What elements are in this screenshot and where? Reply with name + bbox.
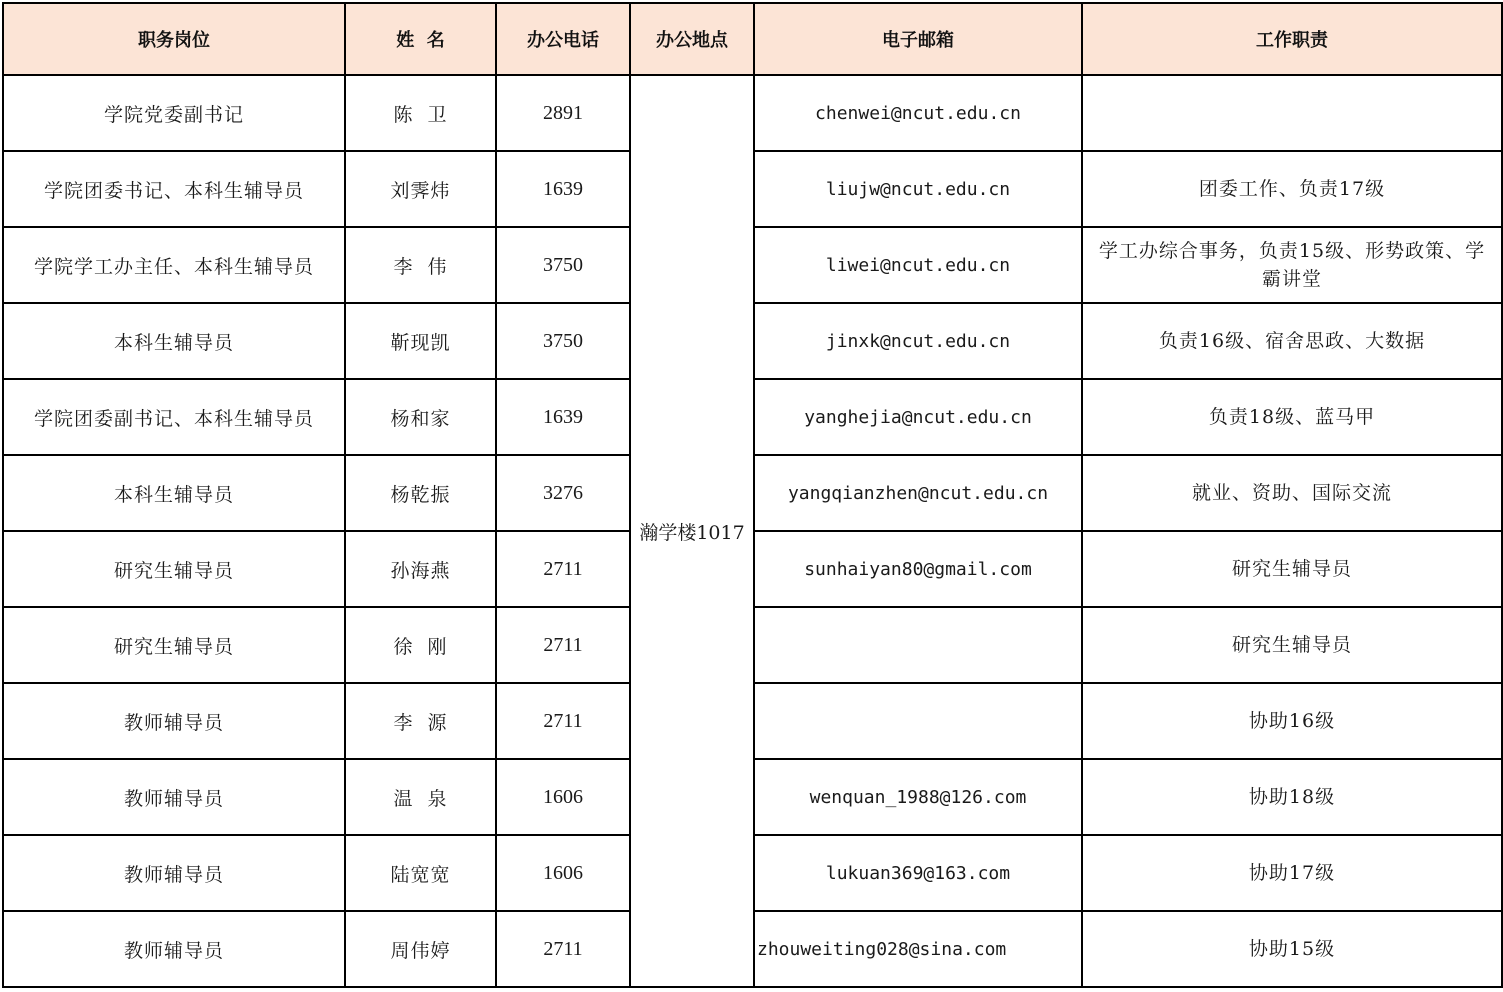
- cell-duty: 协助18级: [1082, 759, 1502, 835]
- cell-location: 瀚学楼1017: [630, 75, 754, 987]
- cell-phone: 2891: [496, 75, 630, 151]
- cell-phone: 2711: [496, 607, 630, 683]
- cell-name: 杨和家: [345, 379, 496, 455]
- cell-duty: 协助17级: [1082, 835, 1502, 911]
- table-header: [3, 3, 1502, 75]
- cell-email: chenwei@ncut.edu.cn: [754, 75, 1082, 151]
- cell-duty: 研究生辅导员: [1082, 531, 1502, 607]
- cell-duty: 研究生辅导员: [1082, 607, 1502, 683]
- cell-email: zhouweiting028@sina.com: [754, 911, 1082, 987]
- cell-duty: 团委工作、负责17级: [1082, 151, 1502, 227]
- header-duty: 工作职责: [1082, 3, 1502, 75]
- cell-name: 孙海燕: [345, 531, 496, 607]
- cell-name: 靳现凯: [345, 303, 496, 379]
- header-position: 职务岗位: [3, 3, 345, 75]
- cell-position: 教师辅导员: [3, 911, 345, 987]
- cell-duty: 协助16级: [1082, 683, 1502, 759]
- cell-name: 温 泉: [345, 759, 496, 835]
- cell-position: 学院党委副书记: [3, 75, 345, 151]
- cell-phone: 1639: [496, 379, 630, 455]
- table-row: [3, 75, 1502, 151]
- cell-phone: 2711: [496, 683, 630, 759]
- table-body: [3, 75, 1502, 987]
- cell-duty: 协助15级: [1082, 911, 1502, 987]
- cell-name: 李 伟: [345, 227, 496, 303]
- cell-email: liwei@ncut.edu.cn: [754, 227, 1082, 303]
- cell-phone: 3750: [496, 227, 630, 303]
- cell-position: 教师辅导员: [3, 759, 345, 835]
- cell-position: 学院团委副书记、本科生辅导员: [3, 379, 345, 455]
- cell-phone: 1639: [496, 151, 630, 227]
- cell-duty: 负责18级、蓝马甲: [1082, 379, 1502, 455]
- header-row: [3, 3, 1502, 75]
- cell-name: 杨乾振: [345, 455, 496, 531]
- cell-email: [754, 683, 1082, 759]
- cell-name: 陆宽宽: [345, 835, 496, 911]
- header-name: 姓 名: [345, 3, 496, 75]
- cell-phone: 1606: [496, 759, 630, 835]
- cell-position: 学院学工办主任、本科生辅导员: [3, 227, 345, 303]
- cell-position: 教师辅导员: [3, 683, 345, 759]
- header-phone: 办公电话: [496, 3, 630, 75]
- cell-phone: 2711: [496, 911, 630, 987]
- cell-position: 学院团委书记、本科生辅导员: [3, 151, 345, 227]
- cell-email: yanghejia@ncut.edu.cn: [754, 379, 1082, 455]
- cell-position: 研究生辅导员: [3, 607, 345, 683]
- cell-name: 徐 刚: [345, 607, 496, 683]
- cell-email: liujw@ncut.edu.cn: [754, 151, 1082, 227]
- cell-position: 本科生辅导员: [3, 455, 345, 531]
- cell-position: 研究生辅导员: [3, 531, 345, 607]
- cell-duty: 就业、资助、国际交流: [1082, 455, 1502, 531]
- cell-email: lukuan369@163.com: [754, 835, 1082, 911]
- cell-phone: 1606: [496, 835, 630, 911]
- header-location: 办公地点: [630, 3, 754, 75]
- cell-email: yangqianzhen@ncut.edu.cn: [754, 455, 1082, 531]
- cell-duty: 负责16级、宿舍思政、大数据: [1082, 303, 1502, 379]
- cell-email: jinxk@ncut.edu.cn: [754, 303, 1082, 379]
- cell-name: 李 源: [345, 683, 496, 759]
- cell-name: 周伟婷: [345, 911, 496, 987]
- cell-duty: [1082, 75, 1502, 151]
- cell-name: 陈 卫: [345, 75, 496, 151]
- cell-phone: 2711: [496, 531, 630, 607]
- cell-duty: 学工办综合事务，负责15级、形势政策、学霸讲堂: [1082, 227, 1502, 303]
- cell-position: 本科生辅导员: [3, 303, 345, 379]
- header-email: 电子邮箱: [754, 3, 1082, 75]
- cell-position: 教师辅导员: [3, 835, 345, 911]
- cell-phone: 3276: [496, 455, 630, 531]
- cell-email: [754, 607, 1082, 683]
- cell-phone: 3750: [496, 303, 630, 379]
- cell-email: wenquan_1988@126.com: [754, 759, 1082, 835]
- staff-contact-table: [2, 2, 1503, 988]
- cell-name: 刘霁炜: [345, 151, 496, 227]
- cell-email: sunhaiyan80@gmail.com: [754, 531, 1082, 607]
